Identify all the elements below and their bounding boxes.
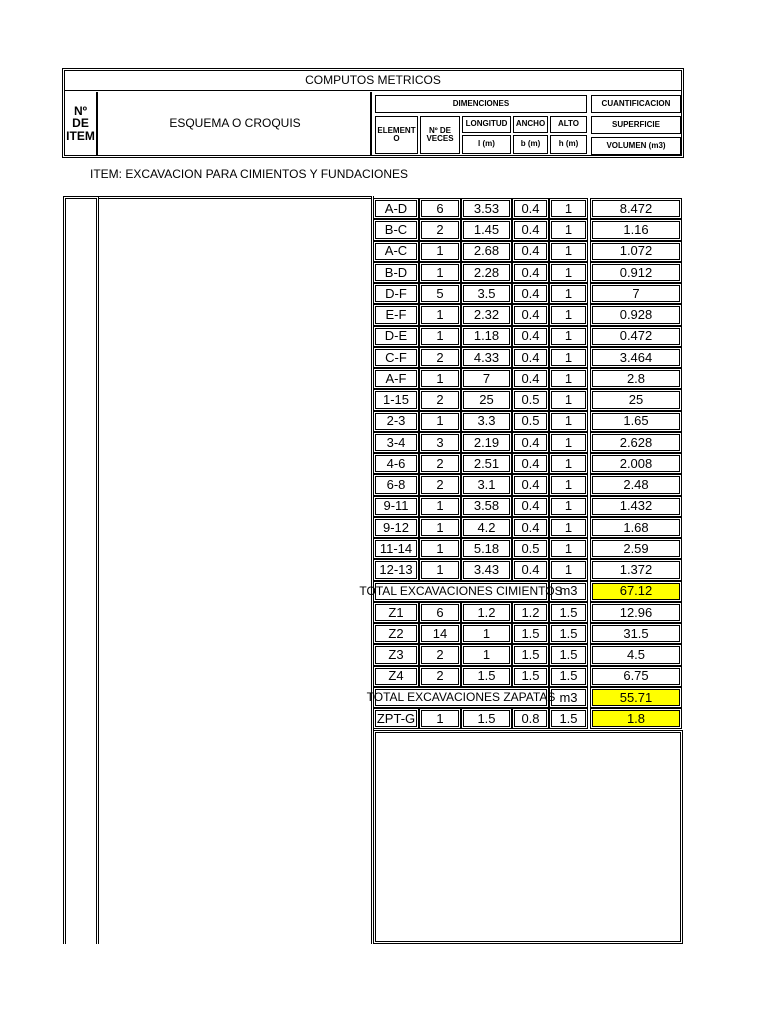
cell-ancho: 0.4 bbox=[514, 476, 547, 493]
cell-longitud: 3.43 bbox=[463, 561, 510, 578]
cell-veces: 1 bbox=[421, 413, 459, 430]
cell-ancho: 0.5 bbox=[514, 391, 547, 408]
item-title: ITEM: EXCAVACION PARA CIMIENTOS Y FUNDACIONES bbox=[90, 167, 409, 181]
cell-longitud: 25 bbox=[463, 391, 510, 408]
cell-alto: 1 bbox=[551, 391, 586, 408]
cell-ancho: 0.4 bbox=[514, 349, 547, 366]
cell-longitud: 1.2 bbox=[463, 604, 510, 621]
longitud-unit: l (m) bbox=[462, 135, 511, 154]
cell-volumen: 8.472 bbox=[592, 200, 680, 217]
cell-alto: 1 bbox=[551, 540, 586, 557]
zptg-longitud: 1.5 bbox=[463, 710, 510, 727]
cell-ancho: 0.4 bbox=[514, 243, 547, 260]
cell-veces: 6 bbox=[421, 200, 459, 217]
cell-veces: 1 bbox=[421, 498, 459, 515]
cell-volumen: 7 bbox=[592, 285, 680, 302]
cell-veces: 1 bbox=[421, 328, 459, 345]
cell-volumen: 0.472 bbox=[592, 328, 680, 345]
total-zapatas-label: TOTAL EXCAVACIONES ZAPATAS bbox=[366, 690, 556, 705]
cell-alto: 1 bbox=[551, 413, 586, 430]
cell-alto: 1 bbox=[551, 221, 586, 238]
cell-ancho: 0.4 bbox=[514, 455, 547, 472]
cell-elemento: 12-13 bbox=[375, 561, 417, 578]
cell-alto: 1 bbox=[551, 306, 586, 323]
longitud-header: LONGITUD bbox=[462, 116, 511, 133]
cell-elemento: 1-15 bbox=[375, 391, 417, 408]
volumen-header: VOLUMEN (m3) bbox=[591, 137, 681, 155]
cell-ancho: 0.4 bbox=[514, 561, 547, 578]
cell-ancho: 0.4 bbox=[514, 519, 547, 536]
cell-alto: 1 bbox=[551, 455, 586, 472]
cell-ancho: 0.4 bbox=[514, 434, 547, 451]
cell-ancho: 0.4 bbox=[514, 221, 547, 238]
cell-volumen: 2.8 bbox=[592, 370, 680, 387]
cell-volumen: 12.96 bbox=[592, 604, 680, 621]
cell-longitud: 3.1 bbox=[463, 476, 510, 493]
cell-alto: 1 bbox=[551, 519, 586, 536]
empty-remarks-box bbox=[373, 730, 683, 944]
cell-elemento: D-F bbox=[375, 285, 417, 302]
total-cimientos-value: 67.12 bbox=[592, 583, 680, 600]
cell-elemento: A-C bbox=[375, 243, 417, 260]
cuantificacion-header: CUANTIFICACION bbox=[591, 95, 681, 113]
cell-volumen: 2.008 bbox=[592, 455, 680, 472]
cell-longitud: 2.68 bbox=[463, 243, 510, 260]
cell-alto: 1 bbox=[551, 264, 586, 281]
cell-longitud: 1.18 bbox=[463, 328, 510, 345]
cell-elemento: D-E bbox=[375, 328, 417, 345]
cell-volumen: 2.48 bbox=[592, 476, 680, 493]
cell-longitud: 3.3 bbox=[463, 413, 510, 430]
cell-longitud: 7 bbox=[463, 370, 510, 387]
total-zapatas-value: 55.71 bbox=[592, 689, 680, 706]
cell-ancho: 0.4 bbox=[514, 370, 547, 387]
cell-alto: 1.5 bbox=[551, 668, 586, 685]
sketch-header: ESQUEMA O CROQUIS bbox=[100, 92, 372, 155]
cell-elemento: Z4 bbox=[375, 668, 417, 685]
cell-longitud: 4.33 bbox=[463, 349, 510, 366]
cell-ancho: 0.4 bbox=[514, 328, 547, 345]
cell-volumen: 0.928 bbox=[592, 306, 680, 323]
cell-volumen: 2.59 bbox=[592, 540, 680, 557]
cell-ancho: 0.4 bbox=[514, 498, 547, 515]
cell-ancho: 0.4 bbox=[514, 306, 547, 323]
cell-ancho: 0.4 bbox=[514, 200, 547, 217]
zptg-elemento: ZPT-G bbox=[376, 710, 416, 726]
zptg-veces: 1 bbox=[421, 710, 459, 727]
cell-ancho: 1.5 bbox=[514, 668, 547, 685]
cell-longitud: 3.53 bbox=[463, 200, 510, 217]
total-zapatas-unit: m3 bbox=[551, 689, 586, 706]
cell-ancho: 0.4 bbox=[514, 264, 547, 281]
item-column-frame bbox=[63, 196, 99, 944]
cell-volumen: 4.5 bbox=[592, 646, 680, 663]
cell-elemento: A-D bbox=[375, 200, 417, 217]
cell-alto: 1 bbox=[551, 285, 586, 302]
cell-longitud: 5.18 bbox=[463, 540, 510, 557]
cell-volumen: 1.432 bbox=[592, 498, 680, 515]
cell-alto: 1 bbox=[551, 328, 586, 345]
superficie-header: SUPERFICIE bbox=[591, 116, 681, 134]
cell-alto: 1 bbox=[551, 349, 586, 366]
cell-volumen: 6.75 bbox=[592, 668, 680, 685]
sketch-area bbox=[99, 196, 372, 944]
cell-veces: 5 bbox=[421, 285, 459, 302]
cell-veces: 2 bbox=[421, 455, 459, 472]
elemento-header: ELEMENT O bbox=[375, 116, 418, 154]
cell-alto: 1 bbox=[551, 200, 586, 217]
cell-volumen: 25 bbox=[592, 391, 680, 408]
item-number-header: Nº DE ITEM bbox=[65, 92, 98, 155]
cell-longitud: 1 bbox=[463, 646, 510, 663]
cell-elemento: 9-11 bbox=[375, 498, 417, 515]
cell-elemento: 6-8 bbox=[375, 476, 417, 493]
cell-veces: 1 bbox=[421, 306, 459, 323]
cell-veces: 1 bbox=[421, 561, 459, 578]
cell-longitud: 1.5 bbox=[463, 668, 510, 685]
cell-ancho: 1.5 bbox=[514, 646, 547, 663]
cell-veces: 2 bbox=[421, 391, 459, 408]
cell-longitud: 1 bbox=[463, 625, 510, 642]
cell-ancho: 0.5 bbox=[514, 540, 547, 557]
zptg-alto: 1.5 bbox=[551, 710, 586, 727]
cell-veces: 2 bbox=[421, 349, 459, 366]
cell-alto: 1 bbox=[551, 243, 586, 260]
cell-volumen: 1.68 bbox=[592, 519, 680, 536]
cell-veces: 1 bbox=[421, 519, 459, 536]
cell-elemento: 3-4 bbox=[375, 434, 417, 451]
cell-alto: 1 bbox=[551, 434, 586, 451]
cell-elemento: C-F bbox=[375, 349, 417, 366]
cell-veces: 2 bbox=[421, 646, 459, 663]
cell-veces: 6 bbox=[421, 604, 459, 621]
ancho-header: ANCHO bbox=[513, 116, 548, 133]
cell-elemento: Z2 bbox=[375, 625, 417, 642]
cell-veces: 3 bbox=[421, 434, 459, 451]
cell-veces: 1 bbox=[421, 264, 459, 281]
zptg-volumen: 1.8 bbox=[592, 710, 680, 727]
alto-header: ALTO bbox=[550, 116, 587, 133]
cell-volumen: 31.5 bbox=[592, 625, 680, 642]
cell-volumen: 0.912 bbox=[592, 264, 680, 281]
cell-elemento: Z1 bbox=[375, 604, 417, 621]
cell-veces: 2 bbox=[421, 221, 459, 238]
cell-veces: 1 bbox=[421, 540, 459, 557]
cell-longitud: 2.51 bbox=[463, 455, 510, 472]
cell-alto: 1.5 bbox=[551, 625, 586, 642]
veces-header: Nº DE VECES bbox=[420, 116, 460, 154]
cell-volumen: 2.628 bbox=[592, 434, 680, 451]
cell-volumen: 1.072 bbox=[592, 243, 680, 260]
total-cimientos-unit: m3 bbox=[551, 583, 586, 600]
cell-veces: 2 bbox=[421, 476, 459, 493]
cell-elemento: B-D bbox=[375, 264, 417, 281]
cell-elemento: B-C bbox=[375, 221, 417, 238]
cell-volumen: 3.464 bbox=[592, 349, 680, 366]
cell-alto: 1.5 bbox=[551, 604, 586, 621]
cell-alto: 1 bbox=[551, 370, 586, 387]
cell-longitud: 2.19 bbox=[463, 434, 510, 451]
total-cimientos-label: TOTAL EXCAVACIONES CIMIENTOS bbox=[359, 583, 563, 598]
cell-longitud: 2.32 bbox=[463, 306, 510, 323]
cell-elemento: 11-14 bbox=[375, 540, 417, 557]
cell-volumen: 1.16 bbox=[592, 221, 680, 238]
cell-ancho: 0.4 bbox=[514, 285, 547, 302]
cell-volumen: 1.372 bbox=[592, 561, 680, 578]
cell-alto: 1 bbox=[551, 561, 586, 578]
cell-elemento: A-F bbox=[375, 370, 417, 387]
cell-longitud: 3.58 bbox=[463, 498, 510, 515]
ancho-unit: b (m) bbox=[513, 135, 548, 154]
cell-elemento: 9-12 bbox=[375, 519, 417, 536]
cell-alto: 1 bbox=[551, 476, 586, 493]
cell-veces: 2 bbox=[421, 668, 459, 685]
dimensiones-header: DIMENCIONES bbox=[375, 95, 587, 113]
cell-longitud: 3.5 bbox=[463, 285, 510, 302]
cell-elemento: 4-6 bbox=[375, 455, 417, 472]
cell-veces: 14 bbox=[421, 625, 459, 642]
alto-unit: h (m) bbox=[550, 135, 587, 154]
cell-alto: 1.5 bbox=[551, 646, 586, 663]
cell-longitud: 1.45 bbox=[463, 221, 510, 238]
cell-ancho: 0.5 bbox=[514, 413, 547, 430]
cell-ancho: 1.5 bbox=[514, 625, 547, 642]
cell-longitud: 2.28 bbox=[463, 264, 510, 281]
cell-alto: 1 bbox=[551, 498, 586, 515]
cell-longitud: 4.2 bbox=[463, 519, 510, 536]
document-title: COMPUTOS METRICOS bbox=[65, 71, 681, 91]
cell-elemento: E-F bbox=[375, 306, 417, 323]
zptg-ancho: 0.8 bbox=[514, 710, 547, 727]
cell-elemento: 2-3 bbox=[375, 413, 417, 430]
cell-elemento: Z3 bbox=[375, 646, 417, 663]
cell-ancho: 1.2 bbox=[514, 604, 547, 621]
cell-veces: 1 bbox=[421, 370, 459, 387]
cell-veces: 1 bbox=[421, 243, 459, 260]
cell-volumen: 1.65 bbox=[592, 413, 680, 430]
